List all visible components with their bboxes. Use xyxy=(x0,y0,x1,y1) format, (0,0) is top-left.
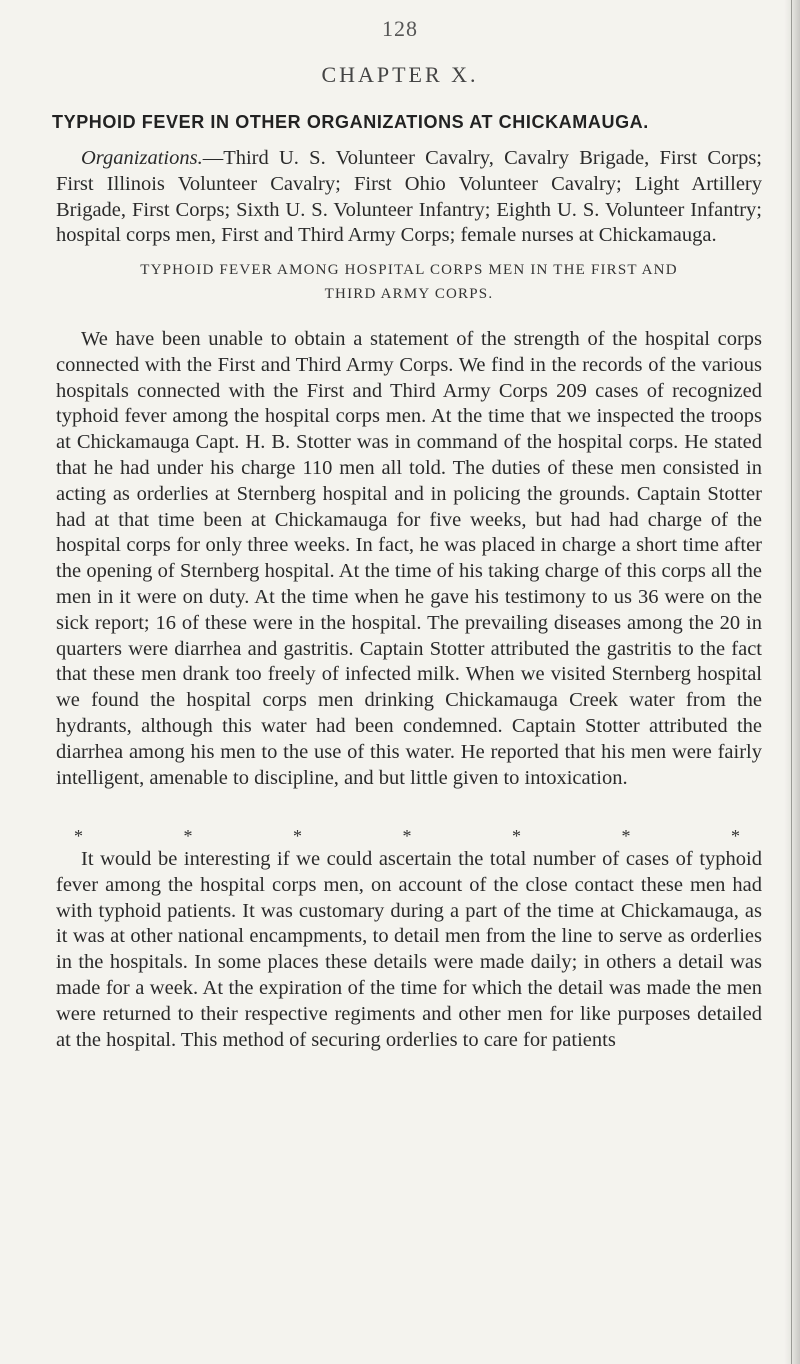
organizations-text: —Third U. S. Volunteer Cavalry, Cavalry Brigade, First Corps; First Illinois Volunteer Cavalry; First Ohio Volunteer Cavalry; Light Artillery Brigade, First Corps; Sixth U. S. Volunteer Infantry; Eighth U. S. Volunteer Infantry; hospital corps men, First and Third Army Corps; female nurses at Chickamauga. xyxy=(56,147,762,247)
separator-star: * xyxy=(183,826,193,846)
separator-star: * xyxy=(731,826,740,846)
subheading xyxy=(56,258,762,306)
page-edge-shadow xyxy=(784,0,800,1364)
separator-star: * xyxy=(293,826,302,846)
body-paragraph-1: We have been unable to obtain a statement of the strength of the hospital corps connected with the First and Third Army Corps. We find in the records of the various hospitals connected with the First and Third Army Corps 209 cases of recognized typhoid fever among the hospital corps men. At the time that we inspected the troops at Chickamauga Capt. H. B. Stotter was in command of the hospital corps. He stated that he had under his charge 110 men all told. The duties of these men consisted in acting as orderlies at Sternberg hospital and in policing the grounds. Captain Stotter had at that time been at Chickamauga for five weeks, but had had charge of the hospital corps for only three weeks. In fact, he was placed in charge a short time after the opening of Sternberg hospital. At the time of his taking charge of this corps all the men in it were on duty. At the time when he gave his testimony to us 36 were on the sick report; 16 of these were in the hospital. The prevailing diseases among the 20 in quarters were diarrhea and gastritis. Captain Stotter attributed the gastritis to the fact that these men drank too freely of infected milk. When we visited Sternberg hospital we found the hospital corps men drinking Chickamauga Creek water from the hydrants, although this water had been condemned. Captain Stotter attributed the diarrhea among his men to the use of this water. He reported that his men were fairly intelligent, amenable to discipline, and but little given to intoxication. xyxy=(56,328,762,789)
subheading-line-2: THIRD ARMY CORPS. xyxy=(324,286,494,302)
section-separator xyxy=(56,826,762,847)
page-edge-line xyxy=(791,0,792,1364)
organizations-paragraph xyxy=(56,146,762,249)
page-number: 128 xyxy=(382,16,418,41)
separator-star: * xyxy=(402,826,412,846)
chapter-heading: CHAPTER X. xyxy=(321,62,479,87)
organizations-lead: Organizations. xyxy=(81,147,203,169)
section-title: TYPHOID FEVER IN OTHER ORGANIZATIONS AT CHICKAMAUGA. xyxy=(52,112,649,132)
body-paragraph-2: It would be interesting if we could ascertain the total number of cases of typhoid fever among the hospital corps men, on account of the close contact these men had with typhoid patients. It was customary during a part of the time at Chickamauga, as it was at other national encampments, to detail men from the line to serve as orderlies in the hospitals. In some places these details were made daily; in others a detail was made for a week. At the expiration of the time for which the detail was made the men were returned to their respective regiments and other men for like purposes detailed at the hospital. This method of securing orderlies to care for patients xyxy=(56,848,762,1051)
separator-star: * xyxy=(621,826,631,846)
separator-star: * xyxy=(74,826,83,846)
subheading-line-1: TYPHOID FEVER AMONG HOSPITAL CORPS MEN IN THE FIRST AND xyxy=(140,262,678,278)
separator-star: * xyxy=(512,826,521,846)
